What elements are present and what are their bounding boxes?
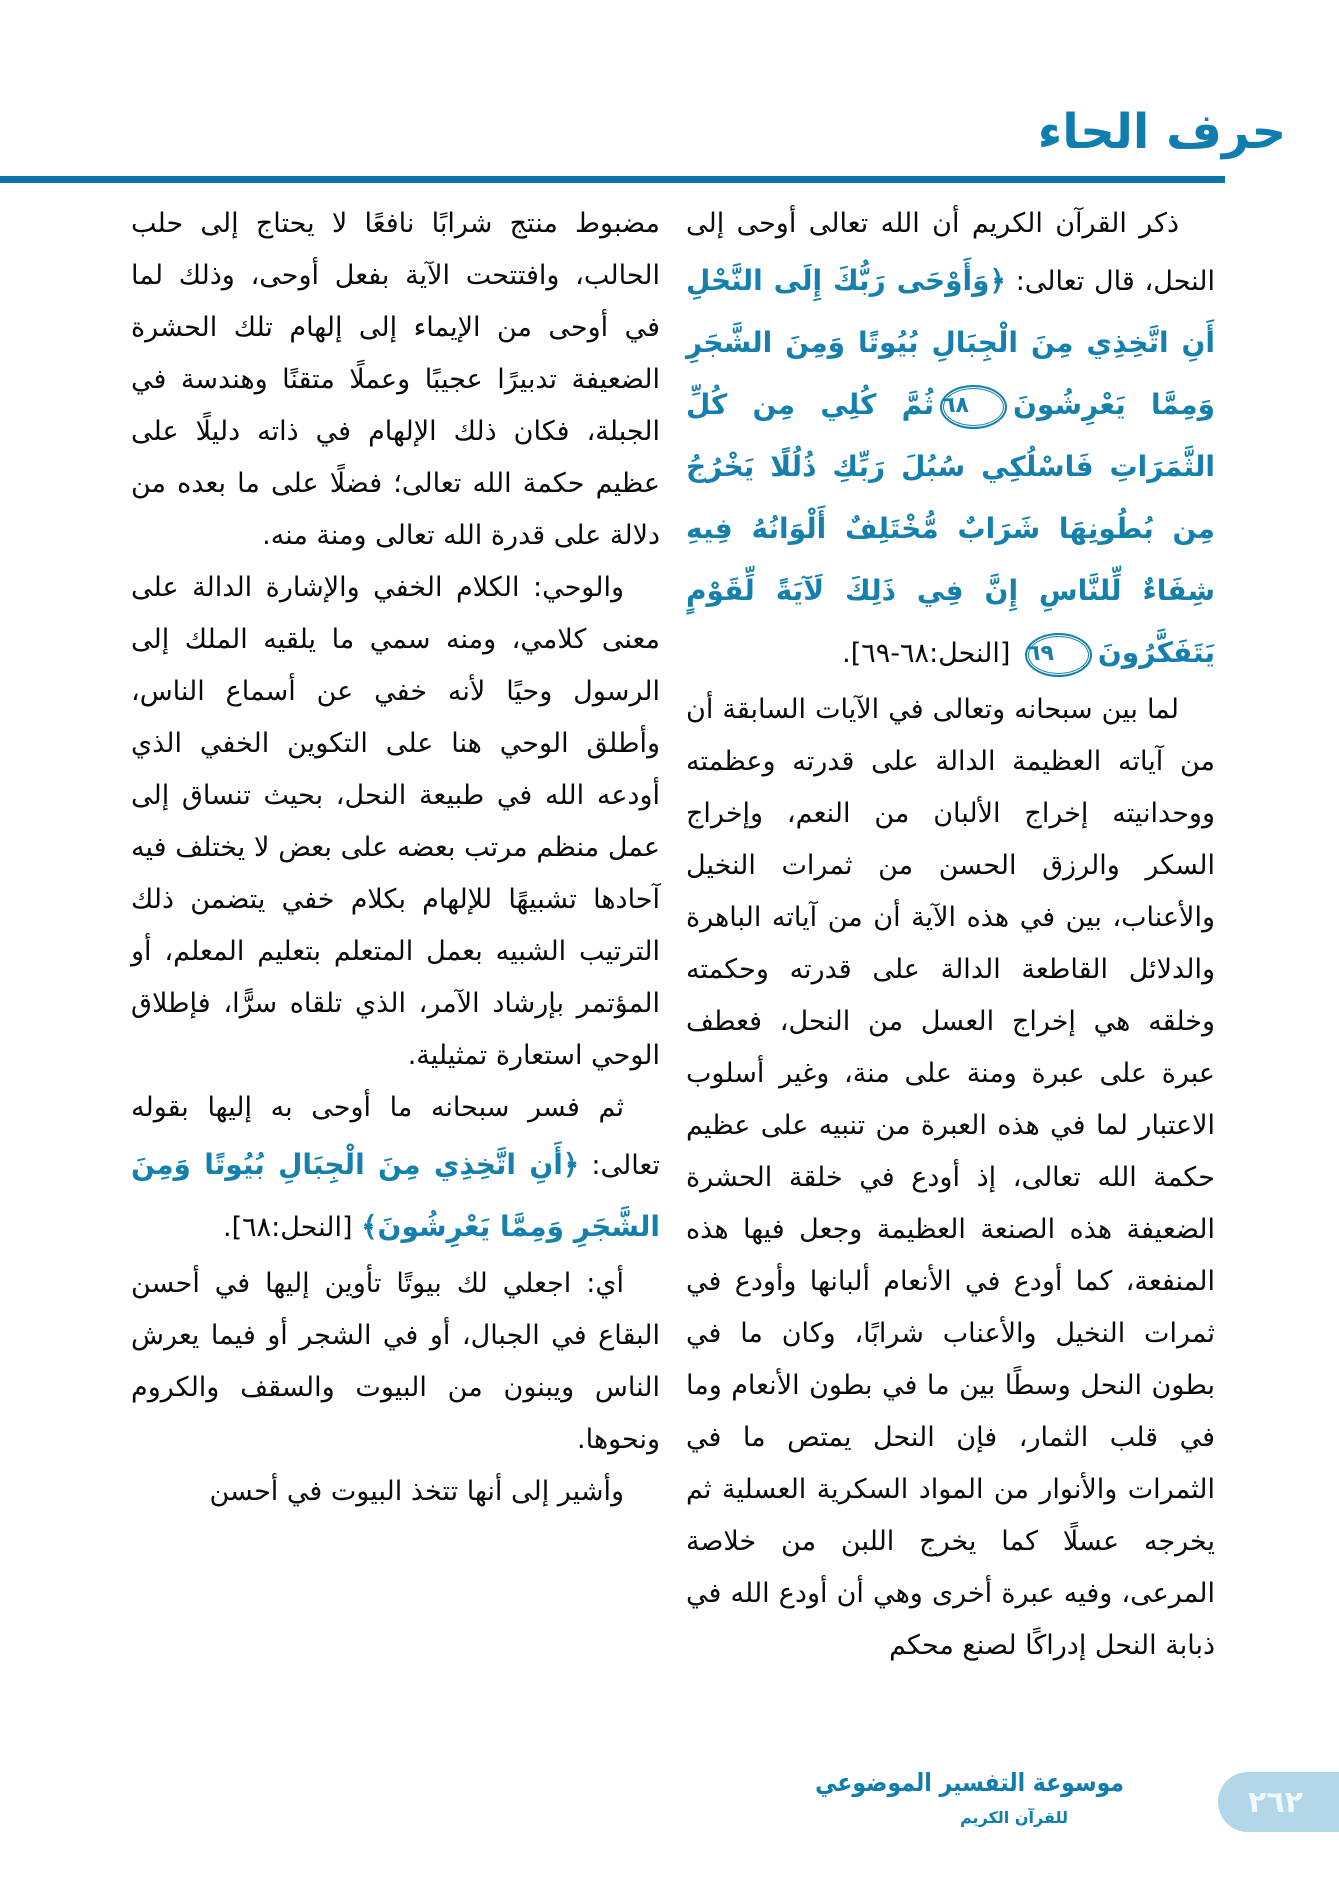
right-column — [686, 198, 1215, 1672]
paragraph-wahy-definition: والوحي: الكلام الخفي والإشارة الدالة على معنى كلامي، ومنه سمي ما يلقيه الملك إلى الرسول وحيًا لأنه خفي عن أسماع الناس، وأطلق الوحي هنا على التكوين الخفي الذي أودعه الله في طبيعة النحل، بحيث تنساق إلى عمل منظم مرتب بعضه على بعض لا يختلف فيه آحادها تشبيهًا للإلهام بكلام خفي يتضمن ذلك الترتيب الشبيه بعمل المتعلم بتعليم المعلم، أو المؤتمر بإرشاد الآمر، الذي تلقاه سرًّا، فإطلاق الوحي استعارة تمثيلية. — [131, 572, 660, 1071]
quran-verse-text: ﴿أَنِ اتَّخِذِي مِنَ الْجِبَالِ بُيُوتًا وَمِنَ الشَّجَرِ وَمِمَّا يَعْرِشُونَ﴾ — [131, 1148, 660, 1243]
page-number: ٢٦٢ — [1248, 1784, 1303, 1820]
paragraph-explanation: أي: اجعلي لك بيوتًا تأوين إليها في أحسن البقاع في الجبال، أو في الشجر أو فيما يعرش الناس ويبنون من البيوت والسقف والكروم ونحوها. — [131, 1268, 660, 1455]
page-number-badge — [1218, 1772, 1339, 1832]
paragraph-intro-text: ثم فسر سبحانه ما أوحى به إليها بقوله تعالى: — [131, 1092, 660, 1181]
ayah-end-marker-69: ٦٩ — [1025, 633, 1092, 677]
paragraph-quote-nahl-68 — [131, 1082, 660, 1258]
publisher-logo-title: موسوعة التفسير الموضوعي — [815, 1768, 1124, 1797]
chapter-heading-calligraphy: حرف الحاء — [1037, 104, 1287, 160]
text-columns — [130, 198, 1215, 1672]
paragraph-quote-nahl-68-69 — [686, 198, 1215, 684]
left-column — [131, 198, 660, 1672]
publisher-logo-subtitle: للقرآن الكريم — [959, 1808, 1069, 1827]
ayah-end-marker-68: ٦٨ — [940, 385, 1007, 429]
paragraph-continuation: مضبوط منتج شرابًا نافعًا لا يحتاج إلى حلب الحالب، وافتتحت الآية بفعل أوحى، وذلك لما في أوحى من الإيماء إلى إلهام تلك الحشرة الضعيفة تدبيرًا عجيبًا وعملًا متقنًا وهندسة في الجبلة، فكان ذلك الإلهام في ذاته دليلًا على عظيم حكمة الله تعالى؛ فضلًا على ما بعده من دلالة على قدرة الله تعالى ومنة منه. — [131, 208, 660, 551]
paragraph-commentary: لما بين سبحانه وتعالى في الآيات السابقة أن من آياته العظيمة الدالة على قدرته وعظمته ووحدانيته إخراج الألبان من النعم، وإخراج السكر والرزق الحسن من ثمرات النخيل والأعناب، بين في هذه الآية أن من آياته الباهرة والدلائل القاطعة الدالة على قدرته وحكمته وخلقه هي إخراج العسل من النحل، فعطف عبرة على عبرة ومنة على منة، وغير أسلوب الاعتبار لما في هذه العبرة من تنبيه على عظيم حكمة الله تعالى، إذ أودع في خلقة الحشرة الضعيفة هذه الصنعة العظيمة وجعل فيها هذه المنفعة، كما أودع في الأنعام ألبانها وأودع في ثمرات النخيل والأعناب شرابًا، وكان ما في بطون النحل وسطًا بين ما في بطون الأنعام وما في قلب الثمار، فإن النحل يمتص ما في الثمرات والأنوار من المواد السكرية العسلية ثم يخرجه عسلًا كما يخرج اللبن من خلاصة المرعى، وفيه عبرة أخرى وهي أن أودع الله في ذبابة النحل إدراكًا لصنع محكم — [686, 694, 1215, 1661]
paragraph-intro-text: ذكر القرآن الكريم أن الله تعالى أوحى إلى النحل، قال تعالى: — [686, 208, 1216, 297]
header-divider-line — [0, 176, 1225, 183]
publisher-logo-calligraphy — [815, 1760, 1139, 1830]
paragraph-last-line: وأشير إلى أنها تتخذ البيوت في أحسن — [209, 1476, 624, 1507]
quran-verse-text: ﴿وَأَوْحَى رَبُّكَ إِلَى النَّحْلِ أَنِ اتَّخِذِي مِنَ الْجِبَالِ بُيُوتًا وَمِنَ الشَّجَرِ وَمِمَّا يَعْرِشُونَ — [686, 264, 1215, 421]
quran-verse-text: ثُمَّ كُلِي مِن كُلِّ الثَّمَرَاتِ فَاسْلُكِي سُبُلَ رَبِّكِ ذُلُلًا يَخْرُجُ مِن بُطُونِهَا شَرَابٌ مُّخْتَلِفٌ أَلْوَانُهُ فِيهِ شِفَاءٌ لِّلنَّاسِ إِنَّ فِي ذَلِكَ لَآيَةً لِّقَوْمٍ يَتَفَكَّرُونَ — [686, 388, 1215, 669]
verse-reference: [النحل:٦٨]. — [223, 1212, 362, 1243]
verse-reference: [النحل:٦٨-٦٩]. — [842, 638, 1020, 669]
